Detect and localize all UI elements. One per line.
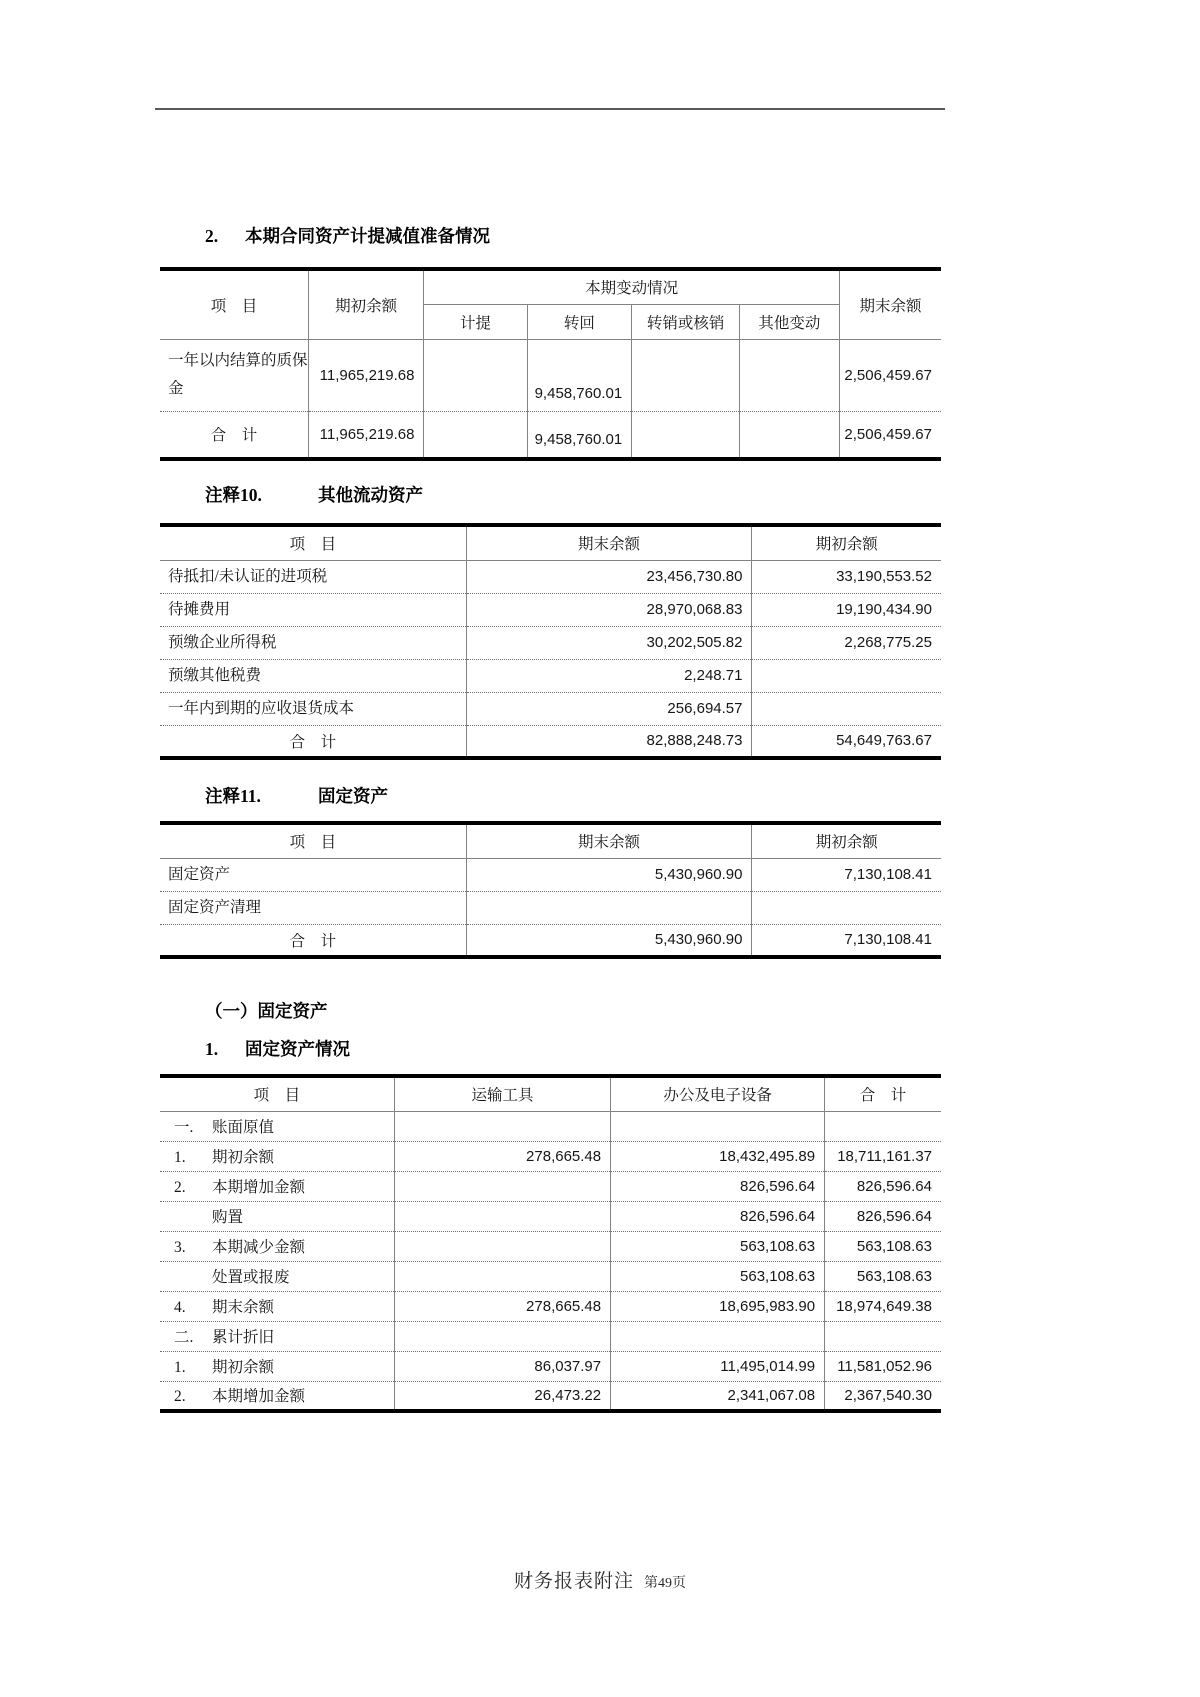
table-row [160, 626, 941, 659]
table-row [160, 891, 941, 924]
opening-balance-cell: 7,130,108.41 [844, 931, 932, 949]
opening-balance-cell [752, 692, 941, 725]
office-cell [611, 1111, 825, 1141]
subsection-heading-fixed-assets [160, 999, 941, 1023]
closing-balance-cell: 28,970,068.83 [466, 593, 752, 626]
other-current-assets-table [160, 523, 941, 760]
item-cell [160, 1381, 394, 1411]
office-cell [611, 1321, 825, 1351]
col-header-item: 项 目 [160, 269, 308, 339]
fixed-asset-detail-table [160, 1074, 941, 1413]
table-row [160, 560, 941, 593]
office-cell: 11,495,014.99 [611, 1351, 825, 1381]
col-header-opening-balance: 期初余额 [308, 269, 424, 339]
footer-title: 财务报表附注 [513, 1571, 634, 1592]
total-cell [825, 1321, 941, 1351]
row-label: 期初余额 [212, 1149, 275, 1166]
opening-balance-cell: 33,190,553.52 [752, 560, 941, 593]
office-cell: 18,695,983.90 [611, 1291, 825, 1321]
note-number: 注释11. [205, 786, 261, 806]
row-number: 1. [174, 1359, 186, 1376]
total-cell: 18,974,649.38 [825, 1291, 941, 1321]
row-label: 期末余额 [212, 1299, 275, 1316]
total-cell: 18,711,161.37 [825, 1141, 941, 1171]
table-row [160, 1351, 941, 1381]
closing-balance-cell [466, 891, 752, 924]
transport-cell: 278,665.48 [394, 1291, 610, 1321]
col-header-office-equipment: 办公及电子设备 [611, 1076, 825, 1111]
transport-cell [394, 1171, 610, 1201]
fixed-assets-summary-table [160, 821, 941, 959]
note-title: 其他流动资产 [318, 485, 423, 505]
col-header-reversal: 转回 [527, 304, 632, 339]
col-header-opening-balance: 期初余额 [752, 823, 941, 858]
opening-balance-cell [752, 891, 941, 924]
subsection-title: （一）固定资产 [205, 1001, 328, 1021]
category-row [160, 1111, 941, 1141]
closing-balance-cell: 82,888,248.73 [466, 725, 752, 758]
note-title: 固定资产 [318, 786, 388, 806]
item-cell [160, 1111, 394, 1141]
office-cell: 18,432,495.89 [611, 1141, 825, 1171]
office-cell: 563,108.63 [611, 1231, 825, 1261]
subsection-heading-fixed-asset-detail [160, 1037, 941, 1061]
item-cell: 待摊费用 [160, 593, 466, 626]
other-change-cell [739, 339, 839, 411]
total-cell: 563,108.63 [825, 1261, 941, 1291]
accrual-cell [424, 411, 527, 459]
item-cell [160, 1351, 394, 1381]
row-number: 2. [174, 1388, 186, 1406]
table-row [160, 1231, 941, 1261]
closing-balance-cell: 2,506,459.67 [839, 339, 941, 411]
table-row [160, 593, 941, 626]
opening-balance-cell [752, 659, 941, 692]
transport-cell [394, 1111, 610, 1141]
office-cell: 563,108.63 [611, 1261, 825, 1291]
item-cell [160, 1141, 394, 1171]
row-label: 处置或报废 [212, 1269, 290, 1286]
col-header-accrual: 计提 [424, 304, 527, 339]
category-row [160, 1321, 941, 1351]
item-cell [160, 1201, 394, 1231]
page-footer [0, 1566, 1200, 1593]
row-number: 2. [174, 1179, 186, 1196]
item-cell [160, 1321, 394, 1351]
row-number: 二. [174, 1329, 194, 1346]
total-row [160, 924, 941, 957]
col-header-transport: 运输工具 [394, 1076, 610, 1111]
col-header-writeoff: 转销或核销 [632, 304, 740, 339]
section-heading-impairment [160, 224, 941, 248]
document-content [160, 0, 941, 1413]
table-row [160, 1291, 941, 1321]
col-header-total: 合 计 [825, 1076, 941, 1111]
item-cell [160, 1291, 394, 1321]
total-cell: 563,108.63 [825, 1231, 941, 1261]
total-cell: 2,367,540.30 [844, 1386, 932, 1404]
total-row [160, 725, 941, 758]
item-cell [160, 1171, 394, 1201]
accrual-cell [424, 339, 527, 411]
other-change-cell [739, 411, 839, 459]
opening-balance-cell: 54,649,763.67 [836, 732, 932, 750]
total-cell: 11,581,052.96 [825, 1351, 941, 1381]
note-number: 注释10. [205, 485, 262, 505]
section-heading-note11 [160, 784, 941, 808]
table-row [160, 1261, 941, 1291]
transport-cell [394, 1321, 610, 1351]
opening-balance-cell: 19,190,434.90 [752, 593, 941, 626]
item-cell [160, 1261, 394, 1291]
reversal-cell: 9,458,760.01 [527, 339, 632, 411]
col-header-item: 项 目 [160, 525, 466, 560]
closing-balance-cell: 2,506,459.67 [844, 425, 932, 443]
col-header-item: 项 目 [160, 1076, 394, 1111]
opening-balance-cell: 7,130,108.41 [752, 858, 941, 891]
col-header-opening-balance: 期初余额 [752, 525, 941, 560]
subsection-number: 1. [205, 1039, 219, 1059]
subsection-title: 固定资产情况 [245, 1039, 350, 1059]
table-row [160, 692, 941, 725]
header-row [160, 525, 941, 560]
total-cell: 826,596.64 [825, 1171, 941, 1201]
col-header-closing-balance: 期末余额 [466, 823, 752, 858]
item-cell [160, 1231, 394, 1261]
col-header-closing-balance: 期末余额 [839, 269, 941, 339]
section-number: 2. [205, 226, 219, 246]
row-label: 期初余额 [212, 1359, 275, 1376]
item-cell: 一年以内结算的质保金 [160, 339, 308, 411]
total-cell [825, 1111, 941, 1141]
item-cell: 一年内到期的应收退货成本 [160, 692, 466, 725]
section-title: 本期合同资产计提减值准备情况 [245, 226, 490, 246]
office-cell: 826,596.64 [611, 1171, 825, 1201]
total-cell: 826,596.64 [825, 1201, 941, 1231]
table-row [160, 1171, 941, 1201]
total-row [160, 411, 941, 459]
writeoff-cell [632, 411, 740, 459]
transport-cell: 86,037.97 [394, 1351, 610, 1381]
closing-balance-cell: 30,202,505.82 [466, 626, 752, 659]
office-cell: 2,341,067.08 [611, 1381, 825, 1411]
row-label: 本期增加金额 [212, 1388, 306, 1406]
row-label: 本期增加金额 [212, 1179, 306, 1196]
col-header-closing-balance: 期末余额 [466, 525, 752, 560]
item-cell: 预缴其他税费 [160, 659, 466, 692]
impairment-table [160, 267, 941, 461]
header-row [160, 269, 941, 304]
writeoff-cell [632, 339, 740, 411]
table-row [160, 339, 941, 411]
opening-balance-cell: 11,965,219.68 [308, 411, 424, 459]
reversal-cell: 9,458,760.01 [527, 411, 632, 459]
col-header-change-group: 本期变动情况 [424, 269, 839, 304]
section-heading-note10 [160, 483, 941, 507]
transport-cell [394, 1231, 610, 1261]
transport-cell [394, 1201, 610, 1231]
row-label: 账面原值 [212, 1119, 275, 1136]
item-cell: 固定资产 [160, 858, 466, 891]
row-number: 1. [174, 1149, 186, 1166]
header-row [160, 1076, 941, 1111]
item-cell: 合 计 [160, 725, 466, 758]
opening-balance-cell: 2,268,775.25 [752, 626, 941, 659]
footer-page-number: 第49页 [644, 1576, 686, 1591]
header-row [160, 823, 941, 858]
table-row [160, 858, 941, 891]
closing-balance-cell: 5,430,960.90 [466, 858, 752, 891]
transport-cell [394, 1261, 610, 1291]
col-header-item: 项 目 [160, 823, 466, 858]
row-label: 累计折旧 [212, 1329, 275, 1346]
office-cell: 826,596.64 [611, 1201, 825, 1231]
item-cell: 待抵扣/未认证的进项税 [160, 560, 466, 593]
row-number: 一. [174, 1119, 194, 1136]
item-cell: 预缴企业所得税 [160, 626, 466, 659]
closing-balance-cell: 5,430,960.90 [466, 924, 752, 957]
table-row [160, 659, 941, 692]
row-label: 购置 [212, 1209, 244, 1226]
item-cell: 固定资产清理 [160, 891, 466, 924]
opening-balance-cell: 11,965,219.68 [308, 339, 424, 411]
item-cell: 合 计 [160, 924, 466, 957]
closing-balance-cell: 256,694.57 [466, 692, 752, 725]
transport-cell: 26,473.22 [394, 1381, 610, 1411]
col-header-other-change: 其他变动 [739, 304, 839, 339]
row-number: 3. [174, 1239, 186, 1256]
closing-balance-cell: 23,456,730.80 [466, 560, 752, 593]
row-label: 本期减少金额 [212, 1239, 306, 1256]
table-row [160, 1201, 941, 1231]
closing-balance-cell: 2,248.71 [466, 659, 752, 692]
row-number: 4. [174, 1299, 186, 1316]
transport-cell: 278,665.48 [394, 1141, 610, 1171]
table-row [160, 1141, 941, 1171]
item-cell: 合 计 [160, 411, 308, 459]
table-row [160, 1381, 941, 1411]
